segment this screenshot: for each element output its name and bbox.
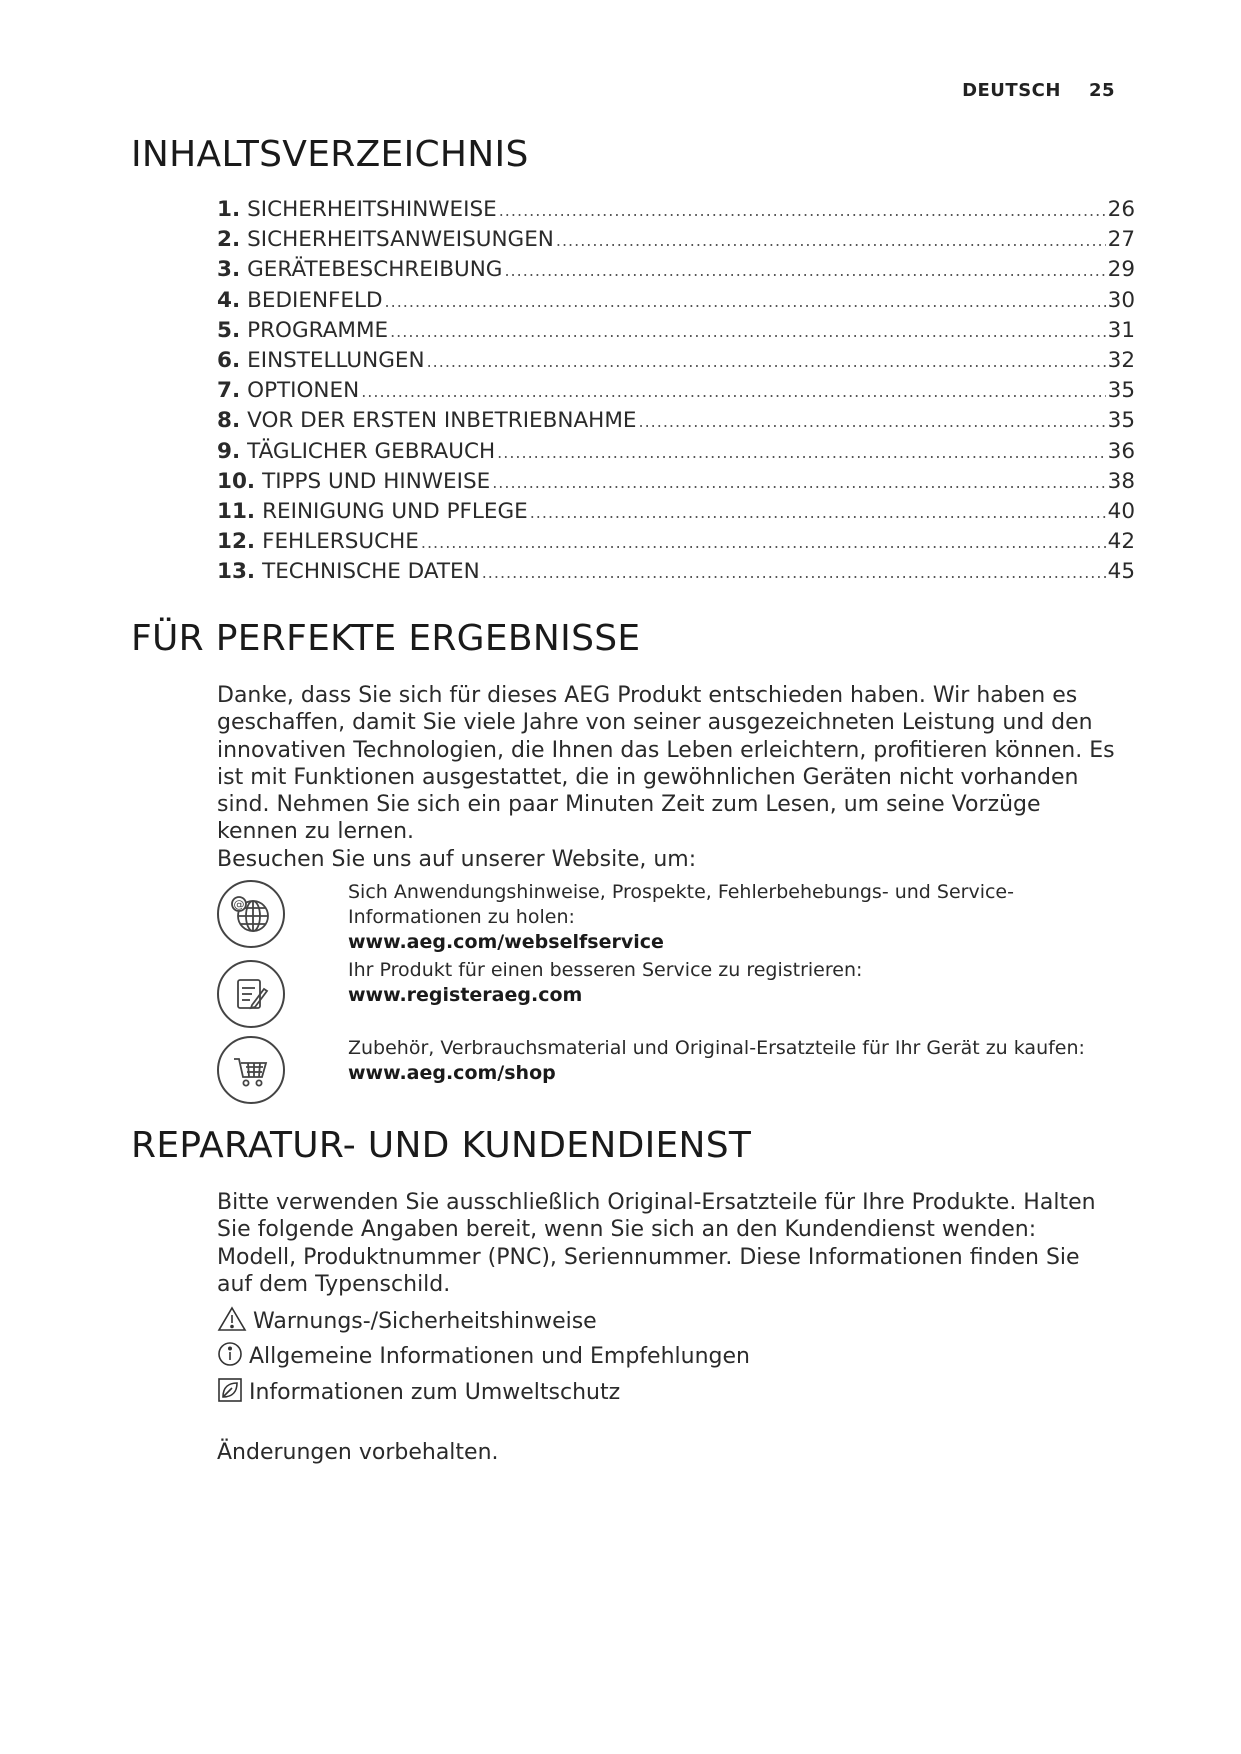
- toc-leader: [482, 563, 1106, 582]
- toc-page: 27: [1107, 227, 1135, 253]
- toc-label: TIPPS UND HINWEISE: [262, 468, 491, 494]
- toc-page: 40: [1107, 498, 1135, 524]
- toc-leader: [361, 382, 1105, 401]
- toc-page: 31: [1107, 317, 1135, 343]
- toc-number: 7.: [217, 378, 241, 404]
- toc-number: 6.: [217, 347, 241, 373]
- toc-leader: [492, 473, 1105, 492]
- legend-warning: [217, 1306, 597, 1338]
- toc-item-11[interactable]: [217, 499, 1135, 529]
- legend-label: Allgemeine Informationen und Empfehlungen: [249, 1344, 750, 1369]
- legend-environment: [217, 1377, 620, 1409]
- environment-leaf-icon: [217, 1377, 243, 1409]
- toc-page: 26: [1107, 197, 1135, 222]
- toc-item-8[interactable]: [217, 408, 1135, 438]
- legend-info: [217, 1341, 750, 1373]
- toc-item-6[interactable]: [217, 348, 1135, 378]
- toc-number: 11.: [217, 498, 256, 524]
- toc-page: 32: [1107, 347, 1135, 373]
- toc-label: PROGRAMME: [247, 317, 389, 343]
- table-of-contents: [217, 197, 1135, 589]
- legend-label: Warnungs-/Sicherheitshinweise: [253, 1309, 597, 1334]
- toc-number: 10.: [217, 468, 256, 494]
- toc-label: SICHERHEITSHINWEISE: [247, 197, 497, 222]
- toc-label: BEDIENFELD: [247, 287, 383, 313]
- intro-paragraph: Danke, dass Sie sich für dieses AEG Produkt entschieden haben. Wir haben es geschaffen, damit Sie viele Jahre von seiner ausgezeichneten Leistung und den innovativen Technologien, die Ihnen das Leben erleichtern, profitieren können. Es ist mit Funktionen ausgestattet, die in gewöhnlichen Geräten nicht vorhanden sind. Nehmen Sie sich ein paar Minuten Zeit zum Lesen, um seine Vorzüge kennen zu lernen.: [217, 683, 1115, 845]
- toc-leader: [530, 503, 1106, 522]
- service-description: Zubehör, Verbrauchsmaterial und Original-Ersatzteile für Ihr Gerät zu kaufen:: [348, 1037, 1085, 1059]
- repair-paragraph: Bitte verwenden Sie ausschließlich Original-Ersatzteile für Ihre Produkte. Halten Sie folgende Angaben bereit, wenn Sie sich an den Kundendienst wenden: Modell, Produktnummer (PNC), Seriennummer. Diese Informationen finden Sie auf dem Typenschild.: [217, 1190, 1096, 1297]
- perfect-results-title: FÜR PERFEKTE ERGEBNISSE: [131, 618, 641, 659]
- shop-link[interactable]: www.aeg.com/shop: [348, 1062, 556, 1084]
- repair-service-title: REPARATUR- UND KUNDENDIENST: [131, 1125, 752, 1166]
- toc-label: SICHERHEITSANWEISUNGEN: [247, 227, 554, 253]
- service-text-3: [348, 1036, 1138, 1086]
- changes-note: Änderungen vorbehalten.: [217, 1440, 499, 1465]
- toc-number: 5.: [217, 317, 241, 343]
- toc-page: 35: [1107, 408, 1135, 434]
- toc-label: FEHLERSUCHE: [262, 529, 419, 555]
- webselfservice-link[interactable]: www.aeg.com/webselfservice: [348, 931, 664, 953]
- svg-text:@: @: [233, 898, 245, 911]
- toc-item-1[interactable]: [217, 197, 1135, 227]
- toc-number: 12.: [217, 529, 256, 555]
- info-icon: [217, 1341, 243, 1373]
- toc-label: OPTIONEN: [247, 378, 360, 404]
- toc-page: 30: [1107, 287, 1135, 313]
- web-globe-icon: [217, 880, 285, 948]
- toc-number: 9.: [217, 438, 241, 464]
- toc-label: REINIGUNG UND PFLEGE: [262, 498, 528, 524]
- toc-number: 1.: [217, 197, 241, 222]
- register-form-icon: [217, 960, 285, 1028]
- toc-number: 4.: [217, 287, 241, 313]
- page-number: 25: [1088, 80, 1115, 101]
- toc-item-7[interactable]: [217, 378, 1135, 408]
- toc-page: 42: [1107, 529, 1135, 555]
- toc-leader: [390, 322, 1106, 341]
- toc-page: 36: [1107, 438, 1135, 464]
- toc-page: 38: [1107, 468, 1135, 494]
- language-label: DEUTSCH: [962, 80, 1061, 101]
- toc-leader: [556, 231, 1106, 250]
- toc-title: INHALTSVERZEICHNIS: [131, 134, 529, 175]
- toc-page: 45: [1107, 559, 1135, 585]
- registeraeg-link[interactable]: www.registeraeg.com: [348, 984, 583, 1006]
- warning-triangle-icon: [217, 1306, 247, 1338]
- toc-item-10[interactable]: [217, 469, 1135, 499]
- visit-line: Besuchen Sie uns auf unserer Website, um:: [217, 847, 697, 872]
- toc-number: 13.: [217, 559, 256, 585]
- toc-number: 2.: [217, 227, 241, 253]
- service-text-1: [348, 880, 1138, 955]
- toc-label: VOR DER ERSTEN INBETRIEBNAHME: [247, 408, 637, 434]
- toc-leader: [421, 533, 1106, 552]
- service-text-2: [348, 958, 1138, 1008]
- toc-number: 8.: [217, 408, 241, 434]
- toc-label: TÄGLICHER GEBRAUCH: [247, 438, 496, 464]
- toc-item-5[interactable]: [217, 318, 1135, 348]
- page-header: [962, 80, 1115, 101]
- toc-leader: [385, 292, 1106, 311]
- toc-item-13[interactable]: [217, 559, 1135, 589]
- toc-item-12[interactable]: [217, 529, 1135, 559]
- toc-page: 35: [1107, 378, 1135, 404]
- toc-label: GERÄTEBESCHREIBUNG: [247, 257, 503, 283]
- service-description: Ihr Produkt für einen besseren Service zu registrieren:: [348, 959, 863, 981]
- toc-item-2[interactable]: [217, 227, 1135, 257]
- toc-leader: [427, 352, 1106, 371]
- toc-label: EINSTELLUNGEN: [247, 347, 425, 373]
- legend-label: Informationen zum Umweltschutz: [249, 1380, 621, 1405]
- toc-leader: [497, 443, 1106, 462]
- toc-leader: [499, 201, 1106, 220]
- service-description: Sich Anwendungshinweise, Prospekte, Fehlerbehebungs- und Service-Informationen zu holen:: [348, 881, 1014, 928]
- shopping-cart-icon: [217, 1036, 285, 1104]
- toc-item-9[interactable]: [217, 439, 1135, 469]
- toc-item-3[interactable]: [217, 257, 1135, 287]
- toc-leader: [638, 412, 1105, 431]
- toc-number: 3.: [217, 257, 241, 283]
- toc-label: TECHNISCHE DATEN: [262, 559, 480, 585]
- toc-page: 29: [1107, 257, 1135, 283]
- toc-item-4[interactable]: [217, 288, 1135, 318]
- toc-leader: [504, 261, 1105, 280]
